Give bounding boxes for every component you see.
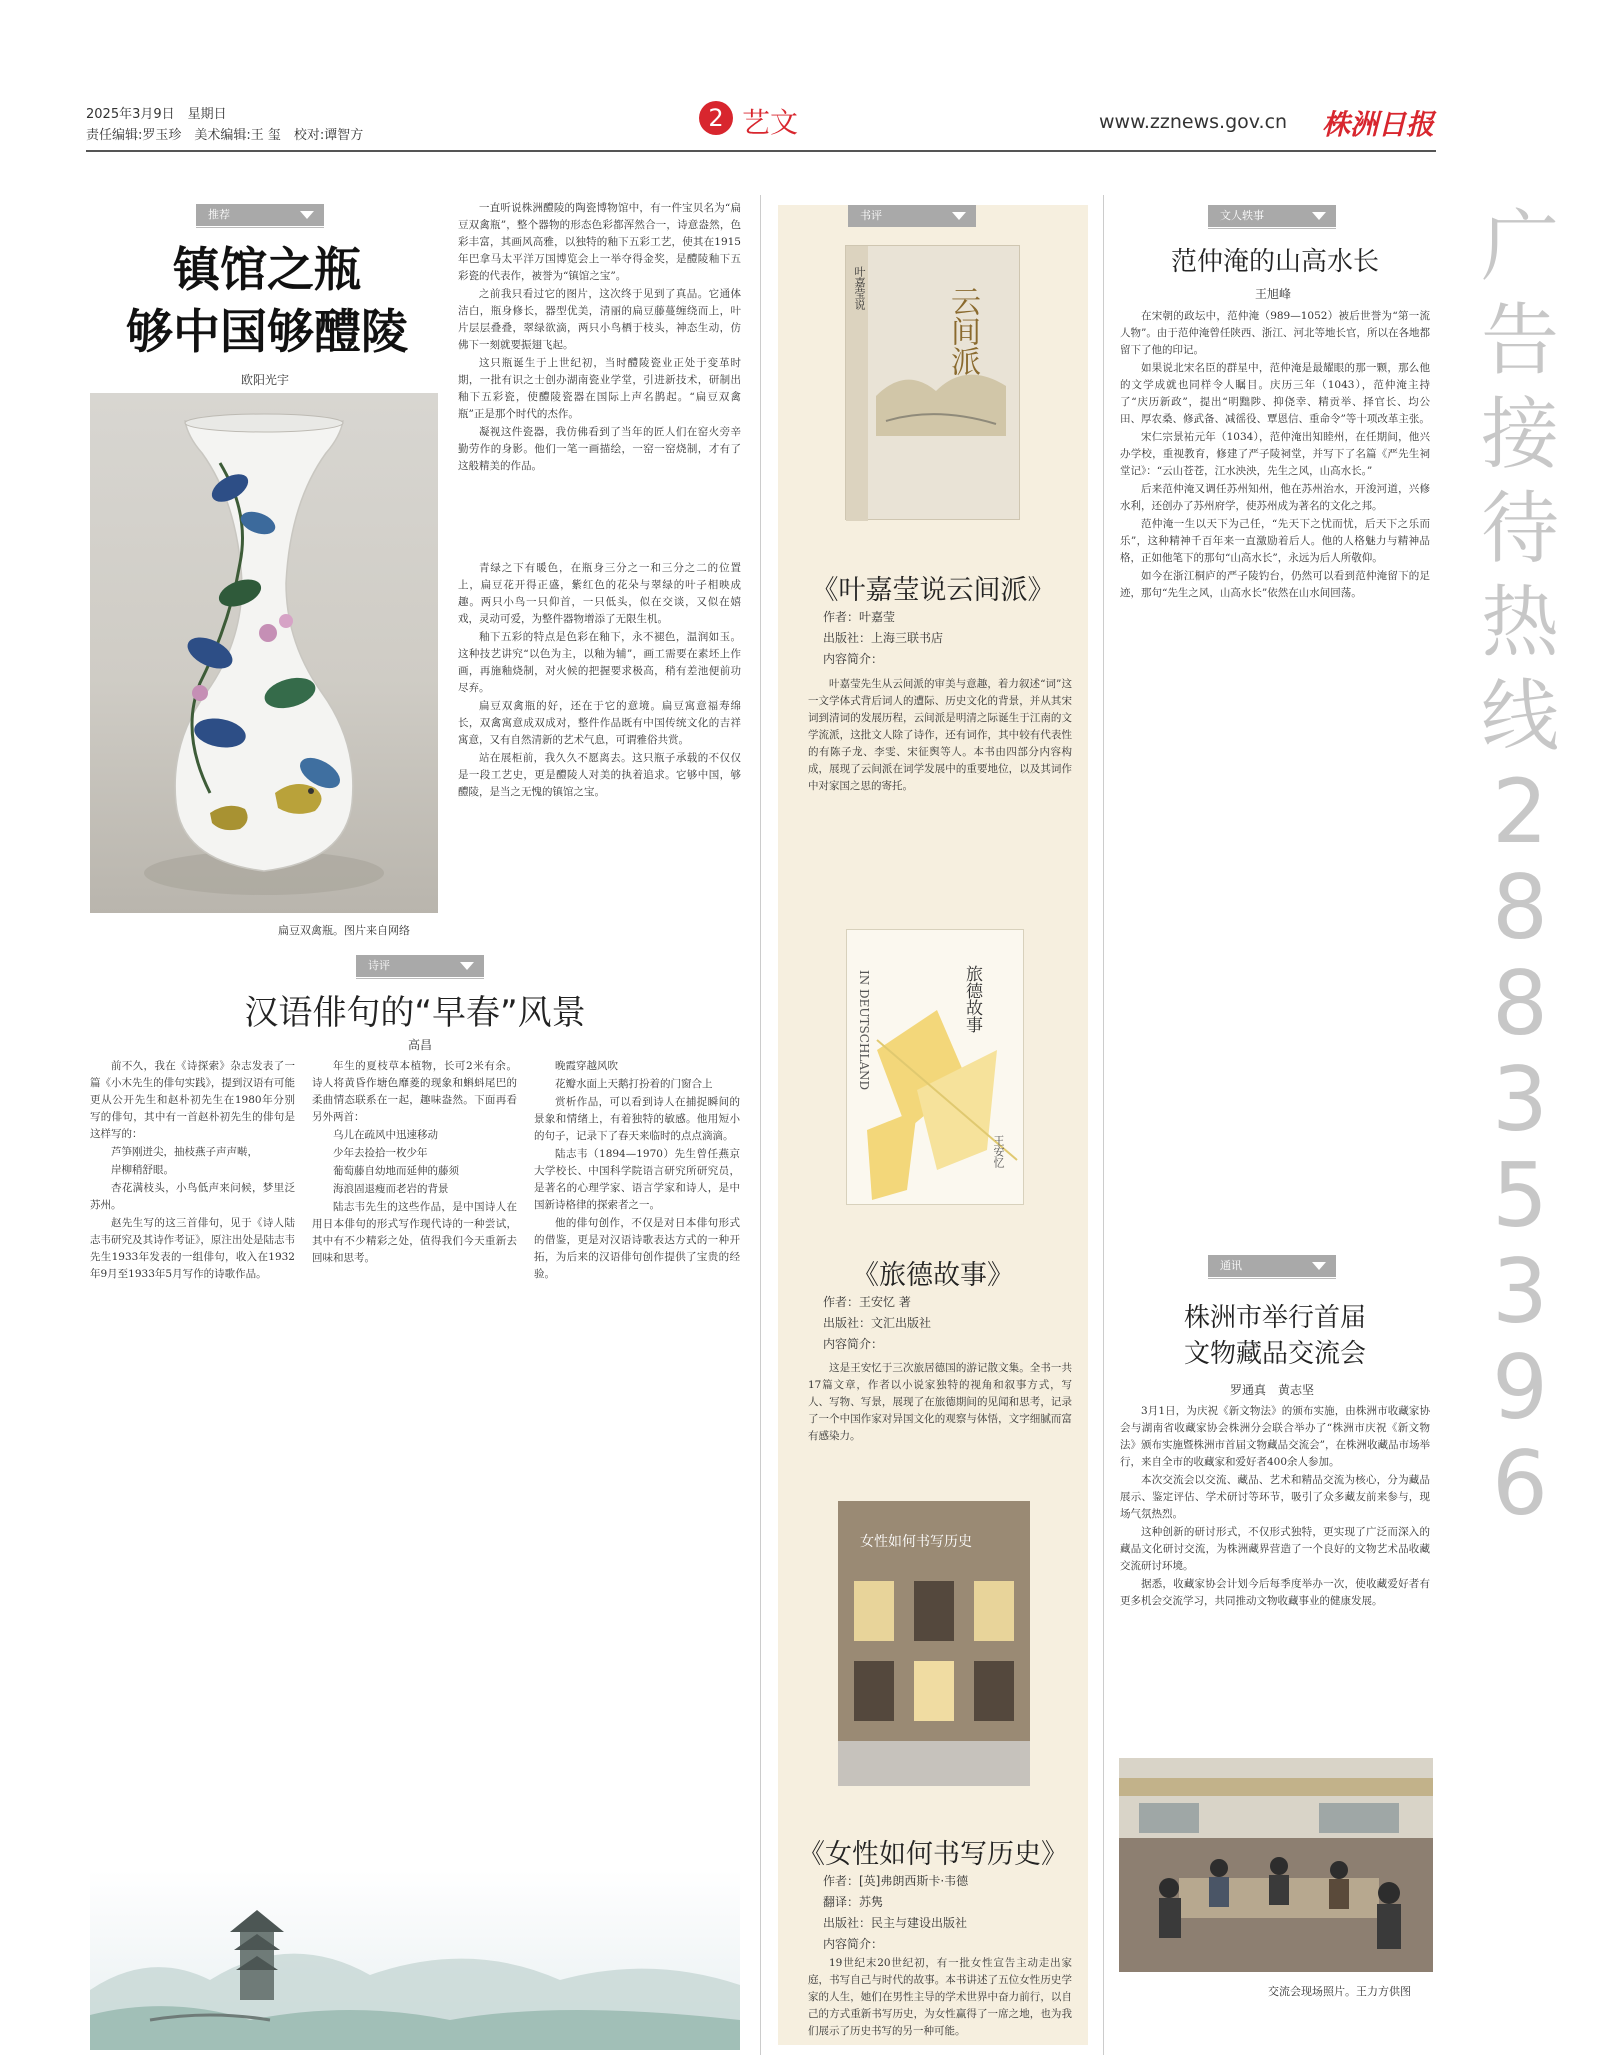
article2-title: 汉语俳句的“早春”风景 — [244, 993, 586, 1033]
ad-char: 9 — [1492, 1336, 1548, 1439]
article3-body: 在宋朝的政坛中，范仲淹（989—1052）被后世誉为“第一流人物”。由于范仲淹曾任陕西、浙江、河北等地长官，所以在各地都留下了他的印记。 如果说北宋名臣的群星中，范仲淹是最耀眼的那一颗，那么他的文学成就也同样令人瞩目。庆历三年（1043），范仲淹主持了“庆历新政”，提出“明黜陟、抑侥幸、精贡举、择官长、均公田、厚农桑、修武备、减徭役、覃恩信、重命令”等十项改革主张。 宋仁宗景祐元年（1034），范仲淹出知睦州，在任期间，他兴办学校，重视教育，修建了严子陵祠堂，并写下了名篇《严先生祠堂记》：“云山苍苍，江水泱泱，先生之风，山高水长。” 后来范仲淹又调任苏州知州，他在苏州治水，开浚河道，兴修水利，还创办了苏州府学，使苏州成为著名的文化之邦。 范仲淹一生以天下为己任，“先天下之忧而忧，后天下之乐而乐”，这种精神千百年来一直激励着后人。他的人格魅力与精神品格，正如他笔下的那句“山高水长”，永远为后人所敬仰。 如今在浙江桐庐的严子陵钓台，仍然可以看到范仲淹留下的足迹，那句“先生之风，山高水长”依然在山水间回荡。 — [1120, 310, 1430, 599]
column-separator — [760, 195, 761, 2055]
article1-caption: 扁豆双禽瓶。图片来自网络 — [278, 924, 410, 937]
ad-char: 8 — [1492, 856, 1548, 959]
article2-col2: 年生的夏枝草本植物，长可2米有余。诗人将黄昏作塘色靡菱的现象和蝌蚪尾巴的柔曲情态联系在一起，趣味盎然。下面再看另外两首： 乌儿在疏风中迅速移动 少年去捡拾一枚少年 葡萄藤自幼地而延伸的藤须 海浪固退瘦而老岩的背景 陆志韦先生的这些作品，是中国诗人在用日本俳句的形式写作现代诗的一种尝试，其中有不少精彩之处，值得我们今天重新去回味和思考。 — [312, 1060, 517, 1264]
vase-illustration — [90, 393, 438, 913]
chevron-down-icon — [952, 212, 966, 220]
book2-meta: 作者：王安忆 著 出版社：文汇出版社 内容简介： — [823, 1295, 932, 1351]
ad-text — [1460, 200, 1580, 1535]
book3-cover — [838, 1501, 1030, 1786]
book2-title: 《旅德故事》 — [852, 1260, 1014, 1291]
article4-body: 3月1日，为庆祝《新文物法》的颁布实施，由株洲市收藏家协会与湖南省收藏家协会株洲分会联合举办了“株洲市庆祝《新文物法》颁布实施暨株洲市首届文物藏品交流会”，在株洲收藏品市场举行，来自全市的收藏家和爱好者400余人参加。 本次交流会以交流、藏品、艺术和精品交流为核心，分为藏品展示、鉴定评估、学术研讨等环节，吸引了众多藏友前来参与，现场气氛热烈。 这种创新的研讨形式，不仅形式独特，更实现了广泛而深入的藏品文化研讨交流，为株洲藏界营造了一个良好的文物艺术品收藏交流研讨环境。 据悉，收藏家协会计划今后每季度举办一次，使收藏爱好者有更多机会交流学习，共同推动文物收藏事业的健康发展。 — [1120, 1405, 1430, 1607]
article4-caption: 交流会现场照片。王力方供图 — [1268, 1985, 1411, 1998]
book1-meta: 作者：叶嘉莹 出版社：上海三联书店 内容简介： — [823, 610, 944, 666]
chevron-down-icon — [1312, 1262, 1326, 1270]
ad-char: 2 — [1492, 760, 1548, 863]
article1-author: 欧阳光宇 — [241, 373, 290, 387]
book2-intro: 这是王安忆于三次旅居德国的游记散文集。全书一共17篇文章，作者以小说家独特的视角和叙事方式，写人、写物、写景，展现了在旅德期间的见闻和思考，记录了一个中国作家对异国文化的观察与体悟，文字细腻而富有感染力。 — [808, 1362, 1072, 1442]
chevron-down-icon — [300, 211, 314, 219]
article3-author: 王旭峰 — [1255, 287, 1292, 301]
ad-char: 接 — [1480, 390, 1559, 480]
book1-intro: 叶嘉莹先生从云间派的审美与意趣，着力叙述“词”这一文学体式背后词人的遭际、历史文化的背景，并从其宋词到清词的发展历程，云间派是明清之际诞生于江南的文学流派，这批文人除了诗作，还有词作，其中较有代表性的有陈子龙、李雯、宋征舆等人。本书由四部分内容构成，展现了云间派在词学发展中的重要地位，以及其词作中对家国之思的寄托。 — [808, 678, 1072, 792]
divider — [356, 978, 484, 979]
book2-cover-sub: IN DEUTSCHLAND — [857, 970, 871, 1091]
article2-col1: 前不久，我在《诗探索》杂志发表了一篇《小木先生的俳句实践》，提到汉语有可能更从公开先生和赵朴初先生在1980年分别写的俳句，其中有一首赵朴初先生的俳句是这样写的： 芦笋刚迸尖，抽枝燕子声声啭， 岸柳稍舒眼。 杏花满枝头，小鸟低声来问候，梦里泛苏州。 赵先生写的这三首俳句，见于《诗人陆志韦研究及其诗作考证》，原注出处是陆志韦先生1933年发表的一组俳句，收入在1932年9月至1933年5月写作的诗歌作品。 — [90, 1060, 295, 1280]
article4-author: 罗通真 黄志坚 — [1230, 1383, 1315, 1397]
book1-cover-title: 云间派 — [945, 286, 980, 376]
ad-char: 3 — [1492, 1048, 1548, 1151]
tag-news: 通讯 — [1208, 1255, 1336, 1277]
book3-intro: 19世纪末20世纪初，有一批女性宣告主动走出家庭，书写自己与时代的故事。本书讲述了五位女性历史学家的人生，她们在男性主导的学术世界中奋力前行，以自己的方式重新书写历史，为女性赢得了一席之地，也为我们展示了历史书写的另一种可能。 — [808, 1957, 1072, 2037]
article2-col3: 晚霞穿越风吹 花瓣水面上天鹅打扮着的门窗合上 赏析作品，可以看到诗人在捕捉瞬间的景象和情绪上，有着独特的敏感。他用短小的句子，记录下了春天来临时的点点滴滴。 陆志韦（1894—1970）先生曾任燕京大学校长、中国科学院语言研究所研究员，是著名的心理学家、语言学家和诗人，是中国新诗格律的探索者之一。 他的俳句创作，不仅是对日本俳句形式的借鉴，更是对汉语诗歌表达方式的一种开拓，为后来的汉语俳句创作提供了宝贵的经验。 — [534, 1060, 740, 1280]
paper-logo: 株洲日报 — [1322, 108, 1435, 141]
tag-literati-anecdote: 文人轶事 — [1208, 205, 1336, 227]
website-link[interactable]: www.zznews.gov.cn — [1099, 111, 1288, 133]
book1-cover-art — [846, 246, 1021, 521]
ad-char: 热 — [1480, 578, 1559, 668]
header-editors: 责任编辑:罗玉珍 美术编辑:王 玺 校对:谭智方 — [86, 128, 364, 143]
chevron-down-icon — [460, 962, 474, 970]
divider — [1208, 228, 1336, 229]
ad-char: 8 — [1492, 952, 1548, 1055]
section-name: 艺文 — [742, 106, 799, 139]
book2-cover-title: 旅德故事 — [962, 965, 982, 1033]
ad-hotline-strip — [1460, 200, 1580, 1780]
landscape-decoration — [90, 1870, 740, 2050]
chevron-down-icon — [1312, 212, 1326, 220]
book3-meta: 作者：[英]弗朗西斯卡·韦德 翻译：苏隽 出版社：民主与建设出版社 内容简介： — [823, 1874, 969, 1951]
event-photo-illustration — [1119, 1758, 1433, 1972]
ad-char: 广 — [1480, 202, 1559, 292]
ad-char: 3 — [1492, 1240, 1548, 1343]
ad-char: 线 — [1480, 672, 1559, 762]
article2-author: 高昌 — [408, 1038, 433, 1052]
divider — [1208, 1278, 1336, 1279]
article3-title: 范仲淹的山高水长 — [1170, 247, 1379, 277]
tag-poetry-review: 诗评 — [356, 955, 484, 977]
article1-title: 镇馆之瓶 够中国够醴陵 — [126, 243, 408, 360]
ad-char: 待 — [1480, 484, 1559, 574]
book1-cover — [845, 245, 1020, 520]
ad-char: 5 — [1492, 1144, 1548, 1247]
tag-book-review: 书评 — [848, 205, 976, 227]
page-number-badge: 2 — [699, 101, 733, 135]
vase-photo — [90, 393, 438, 913]
book1-cover-sub: 叶嘉莹说 — [853, 266, 866, 310]
article1-col2: 青绿之下有暖色，在瓶身三分之一和三分之二的位置上，扁豆花开得正盛，紫红色的花朵与翠绿的叶子相映成趣。两只小鸟一只仰首，一只低头，似在交谈，又似在嬉戏，灵动可爱，为整件器物增添了无限生机。 釉下五彩的特点是色彩在釉下，永不褪色，温润如玉。这种技艺讲究“以色为主，以釉为辅”，画工需要在素坯上作画，再施釉烧制，对火候的把握要求极高，稍有差池便前功尽弃。 扁豆双禽瓶的好，还在于它的意境。扁豆寓意福寿绵长，双禽寓意成双成对，整件作品既有中国传统文化的吉祥寓意，又有自然清新的艺术气息，可谓雅俗共赏。 站在展柜前，我久久不愿离去。这只瓶子承载的不仅仅是一段工艺史，更是醴陵人对美的执着追求。它够中国，够醴陵，是当之无愧的镇馆之宝。 — [458, 562, 741, 798]
ad-char: 6 — [1492, 1432, 1548, 1535]
article1-col1: 一直听说株洲醴陵的陶瓷博物馆中，有一件宝贝名为“扁豆双禽瓶”，整个器物的形态色彩都浑然合一，诗意盎然，色彩丰富，其画风高雅，以独特的釉下五彩工艺，使其在1915年巴拿马太平洋万国博览会上一举夺得金奖，是醴陵釉下五彩瓷的代表作，被誉为“镇馆之宝”。 之前我只看过它的图片，这次终于见到了真品。它通体洁白，瓶身修长，器型优美，清丽的扁豆藤蔓缠绕而上，叶片层层叠叠，翠绿欲滴，两只小鸟栖于枝头，神态生动，仿佛下一刻就要振翅飞起。 这只瓶诞生于上世纪初，当时醴陵瓷业正处于变革时期，一批有识之士创办湖南瓷业学堂，引进新技术，研制出釉下五彩瓷，使醴陵瓷器在国际上声名鹊起。“扁豆双禽瓶”正是那个时代的杰作。 凝视这件瓷器，我仿佛看到了当年的匠人们在窑火旁辛勤劳作的身影。他们一笔一画描绘，一窑一窑烧制，才有了这般精美的作品。 — [458, 202, 741, 472]
book3-cover-title: 女性如何书写历史 — [860, 1534, 972, 1550]
book3-title: 《女性如何书写历史》 — [798, 1839, 1068, 1870]
book2-cover-author: 王安忆 — [992, 1135, 1005, 1168]
header-rule — [86, 150, 1436, 152]
event-photo — [1119, 1758, 1433, 1972]
tag-recommend: 推荐 — [196, 204, 324, 226]
book2-cover — [846, 929, 1024, 1205]
header-date: 2025年3月9日 星期日 — [86, 107, 227, 122]
divider — [196, 227, 324, 228]
column-separator — [1103, 195, 1104, 2055]
ad-char: 告 — [1480, 296, 1559, 386]
book1-title: 《叶嘉莹说云间派》 — [811, 575, 1055, 606]
article4-title: 株洲市举行首届 文物藏品交流会 — [1183, 1303, 1366, 1369]
